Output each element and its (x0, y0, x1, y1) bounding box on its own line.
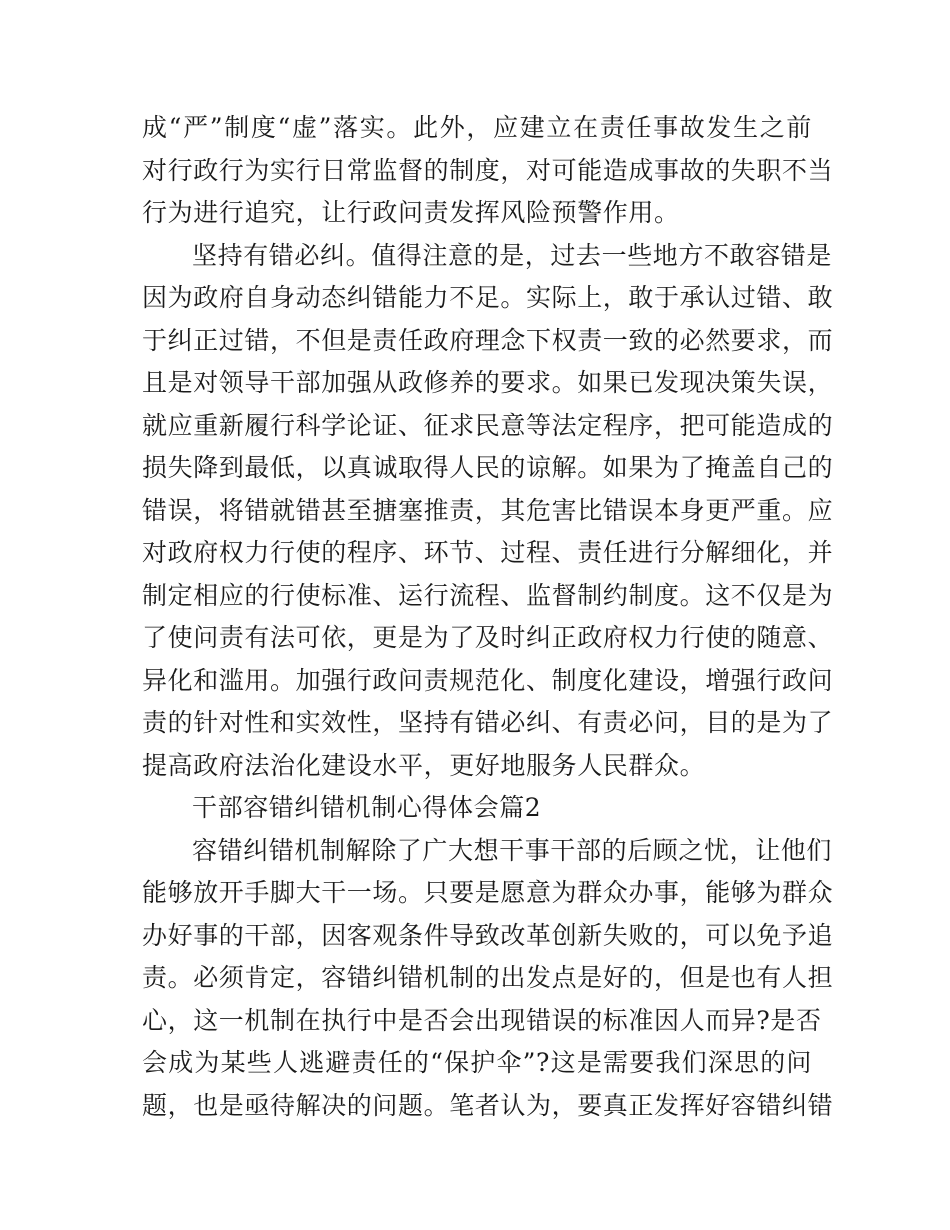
text-line: 制定相应的行使标准、运行流程、监督制约制度。这不仅是为 (142, 580, 834, 610)
text-line: 成“严”制度“虚”落实。此外，应建立在责任事故发生之前 (142, 113, 812, 142)
text-line: 题，也是亟待解决的问题。笔者认为，要真正发挥好容错纠错 (142, 1090, 834, 1120)
text-line: 心，这一机制在执行中是否会出现错误的标准因人而异?是否 (142, 1005, 822, 1035)
paragraph-start-line: 容错纠错机制解除了广大想干事干部的后顾之忧，让他们 (192, 835, 833, 865)
section-heading: 干部容错纠错机制心得体会篇2 (192, 793, 542, 822)
text-line: 异化和滥用。加强行政问责规范化、制度化建设，增强行政问 (142, 665, 834, 695)
text-line: 于纠正过错，不但是责任政府理念下权责一致的必然要求，而 (142, 325, 834, 355)
text-line: 办好事的干部，因客观条件导致改革创新失败的，可以免予追 (142, 920, 834, 950)
text-line: 对行政行为实行日常监督的制度，对可能造成事故的失职不当 (142, 155, 834, 185)
text-line: 责。必须肯定，容错纠错机制的出发点是好的，但是也有人担 (142, 963, 834, 992)
text-line: 行为进行追究，让行政问责发挥风险预警作用。 (142, 198, 680, 227)
document-page (142, 107, 834, 1127)
text-line: 因为政府自身动态纠错能力不足。实际上，敢于承认过错、敢 (142, 283, 834, 312)
text-line: 责的针对性和实效性，坚持有错必纠、有责必问，目的是为了 (142, 708, 834, 737)
text-line: 提高政府法治化建设水平，更好地服务人民群众。 (142, 750, 706, 780)
text-line: 对政府权力行使的程序、环节、过程、责任进行分解细化，并 (142, 538, 834, 567)
text-line: 损失降到最低，以真诚取得人民的谅解。如果为了掩盖自己的 (142, 453, 834, 482)
text-line: 了使问责有法可依，更是为了及时纠正政府权力行使的随意、 (142, 623, 834, 652)
text-line: 会成为某些人逃避责任的“保护伞”?这是需要我们深思的问 (142, 1048, 812, 1077)
text-line: 且是对领导干部加强从政修养的要求。如果已发现决策失误， (142, 368, 834, 397)
text-line: 错误，将错就错甚至搪塞推责，其危害比错误本身更严重。应 (142, 495, 834, 525)
text-line: 就应重新履行科学论证、征求民意等法定程序，把可能造成的 (142, 410, 834, 440)
text-line: 能够放开手脚大干一场。只要是愿意为群众办事，能够为群众 (142, 878, 834, 907)
paragraph-start-line: 坚持有错必纠。值得注意的是，过去一些地方不敢容错是 (192, 240, 833, 270)
